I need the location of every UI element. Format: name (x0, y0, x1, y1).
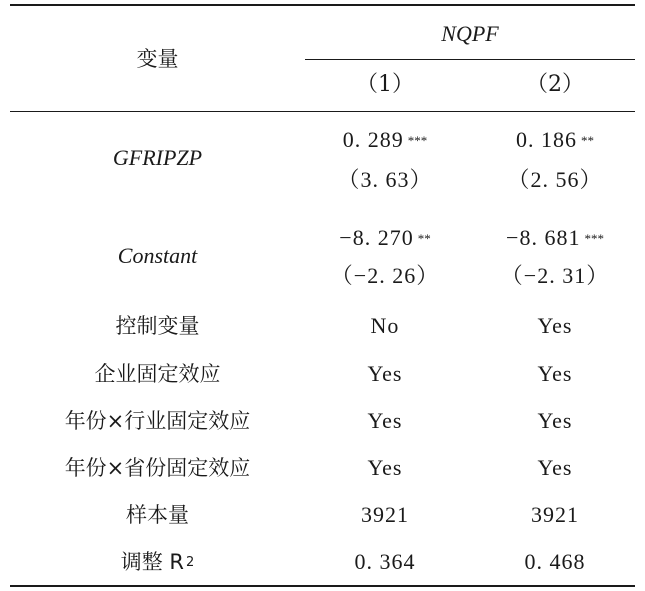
header-mid-rule (305, 59, 635, 60)
constant-c2-coef: −8. 681 *** (506, 225, 604, 250)
constant-c1-tstat: （−2. 26） (330, 263, 440, 288)
year-province-fe-label: 年份×省份固定效应 (64, 455, 251, 480)
sample-size-c1: 3921 (361, 502, 409, 527)
controls-c1: No (370, 313, 400, 338)
adj-r2-c2: 0. 468 (524, 549, 586, 574)
adj-r2-c1: 0. 364 (354, 549, 416, 574)
bottom-rule (10, 585, 635, 587)
year-industry-fe-c1: Yes (367, 408, 403, 433)
gfripzp-c2-coef: 0. 186 ** (516, 127, 594, 152)
year-industry-fe-label: 年份×行业固定效应 (64, 408, 251, 433)
firm-fe-label: 企业固定效应 (94, 361, 221, 386)
column-1-header: （1） (356, 72, 414, 97)
gfripzp-label: GFRIPZP (112, 145, 203, 170)
dependent-variable-header: NQPF (441, 21, 499, 46)
firm-fe-c2: Yes (537, 361, 573, 386)
column-2-header: （2） (526, 72, 584, 97)
gfripzp-c2-tstat: （2. 56） (507, 167, 603, 192)
gfripzp-c1-tstat: （3. 63） (337, 167, 433, 192)
year-industry-fe-c2: Yes (537, 408, 573, 433)
gfripzp-c1-coef: 0. 289 *** (342, 127, 428, 152)
top-rule (10, 4, 635, 6)
constant-label: Constant (117, 243, 198, 268)
year-province-fe-c2: Yes (537, 455, 573, 480)
header-bottom-rule (10, 111, 635, 112)
sample-size-label: 样本量 (126, 502, 189, 527)
constant-c1-coef: −8. 270 ** (339, 225, 431, 250)
regression-table (10, 0, 635, 591)
variable-header: 变量 (136, 46, 179, 71)
year-province-fe-c1: Yes (367, 455, 403, 480)
adj-r2-label: 调整 R 2 (120, 549, 195, 574)
sample-size-c2: 3921 (531, 502, 579, 527)
constant-c2-tstat: （−2. 31） (500, 263, 610, 288)
firm-fe-c1: Yes (367, 361, 403, 386)
controls-c2: Yes (537, 313, 573, 338)
controls-label: 控制变量 (115, 313, 200, 338)
